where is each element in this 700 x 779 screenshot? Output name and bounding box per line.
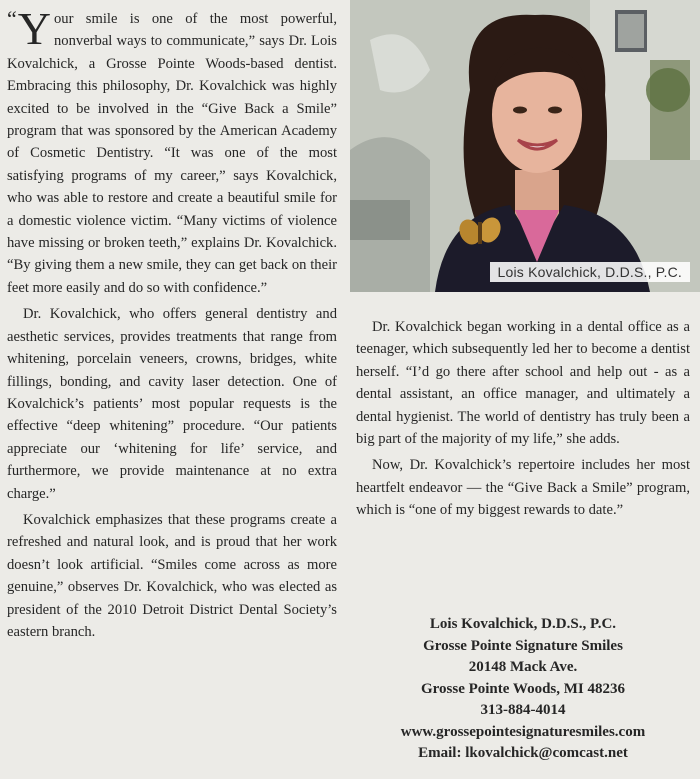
article-paragraph-1	[7, 3, 337, 299]
article-paragraph-4: Dr. Kovalchick began working in a dental office as a teenager, which subsequently led her to become a dentist herself. “I’d go there after school and help out - as a dental assistant, an office manager, and ultimately a dental hygienist. The world of dentistry has truly been a big part of the majority of my life,” she adds.	[356, 319, 690, 448]
drop-cap: Y	[17, 3, 51, 54]
article-left-column	[7, 3, 337, 647]
article-paragraph-1-text: our smile is one of the most powerful, nonverbal ways to communicate,” says Dr. Lois Kovalchick, a Grosse Pointe Woods-based dentist. Embracing this philosophy, Dr. Kovalchick was highly excited to be involved in the “Give Back a Smile” program that was sponsored by the American Academy of Cosmetic Dentistry. “It was one of the most satisfying programs of my career,” says Kovalchick, who was able to restore and create a beautiful smile for a domestic violence victim. “Many victims of violence have missing or broken teeth,” explains Dr. Kovalchick. “By giving them a new smile, they can get back on their feet more easily and do so with confidence.”	[7, 11, 337, 296]
contact-email: Email: lkovalchick@comcast.net	[418, 745, 628, 761]
article-paragraph-3: Kovalchick emphasizes that these programs create a refreshed and natural look, and is proud that her work doesn’t look artificial. “Smiles come across as more genuine,” observes Dr. Kovalchick, who was elected as president of the 2010 Detroit District Dental Society’s eastern branch.	[7, 511, 337, 640]
article-paragraph-2: Dr. Kovalchick, who offers general dentistry and aesthetic services, provides treatments that range from whitening, porcelain veneers, crowns, bridges, white fillings, bonding, and cavity laser detection. One of Kovalchick’s patients’ most popular requests is the effective “deep whitening” procedure. “Our patients appreciate our ‘whitening for life’ service, and furthermore, we provide maintenance at no extra charge.”	[7, 306, 337, 502]
article-right-column	[356, 316, 690, 526]
portrait-photo	[350, 0, 700, 292]
contact-phone: 313-884-4014	[480, 702, 566, 718]
contact-name: Lois Kovalchick, D.D.S., P.C.	[429, 616, 617, 632]
photo-caption: Lois Kovalchick, D.D.S., P.C.	[490, 262, 691, 282]
portrait-illustration	[350, 0, 700, 292]
contact-practice: Grosse Pointe Signature Smiles	[423, 637, 623, 654]
contact-website: www.grossepointesignaturesmiles.com	[400, 723, 646, 740]
contact-city: Grosse Pointe Woods, MI 48236	[420, 680, 626, 697]
contact-block	[356, 614, 690, 765]
open-quote-mark: “	[7, 6, 17, 31]
contact-street: 20148 Mack Ave.	[468, 659, 578, 675]
article-paragraph-5: Now, Dr. Kovalchick’s repertoire includes her most heartfelt endeavor — the “Give Back a Smile” program, which is “one of my biggest rewards to date.”	[356, 457, 690, 519]
